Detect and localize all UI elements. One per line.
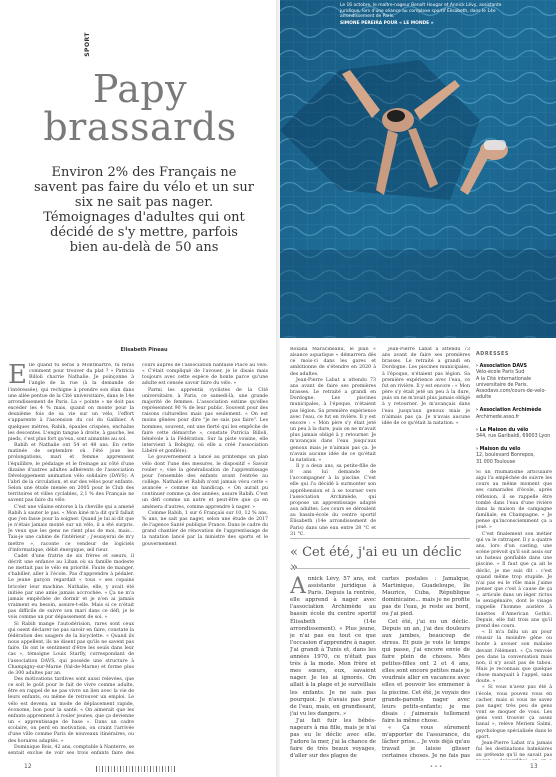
swimming-pool-image [280,0,556,338]
addresses-heading: ADRESSES [476,352,509,357]
paragraph: « Ça vous sûrement m'apporter de l'assurance, du lâcher prise... Je vois déjà qu'au travail je laisse glisser certaines choses. Je ne fais pas [382,724,470,760]
paragraph: Cet été, j'ai eu un déclic. Depuis un an, j'ai des douleurs aux jambes, beaucoup de stress. Et puis je vois le temps qui passe, j'ai encore envie de faire plein de choses. Mes petites-filles ont 2 et 4 ans, elles sont encore petites mais je voudrais aller en vacances avec elles et pouvoir les emmener à la piscine. Cet été, je voyais des grands-parents nager avec leurs petits-enfants; je me disais : j'aimerais tellement faire la même chose. [382,618,470,724]
paragraph: Si Rabih mange l'autodérision, rares sont ceux qui osent déclarer ne pas savoir en faire, constate la fédération des usagers de la bicyclette. « Quand ils nous appellent, ils ne disent pas qu'ils ne savent pas faire. Ils ont le sentiment d'être les seuls dans leur cas », témoigne Louis Starfly, correspondant de l'association DAVS, qui possède une structure à Champigny-sur-Marne (Val-de-Marne) et forme plus de 300 adultes par an. [8,621,134,676]
paragraph: nnick Lévy, 57 ans, est assistante juridique à Paris. Depuis la rentrée, elle apprend à nager avec l'association Archimède au bassin école du centre sportif Élisabeth (14e arrondissement). « Plus jeune, je n'ai pas eu tout ce que l'occasion d'apprendre à nager. J'ai grandi à Tunis et, dans les années 1970, ce n'était pas très à la mode. Mon frère et mes sœurs, eux, savaient nager. Je les ai ignorés. On allait à la plage et je surveillais les enfants. Je ne sais pas pourquoi. Je n'avais pas peur de l'eau, mais, en grandissant, j'ai vu les dangers. » [290,576,376,717]
testimony-column-1 [290,576,376,760]
pool-photo [280,0,556,338]
paragraph: C'est finalement son métier qui va le rattraper. Il y a quatre ans, lors d'un casting, une scène prévoit qu'il soit assis sur un bateau gonflable dans une piscine. « Il faut que ça ait le déclic, je me suis dit : c'est quand même trop stupide. Je n'ai pas eu le rôle mais j'aime penser que c'est à cause de ça », articule dans un léger rictus le sexagénaire, dont le visage rappelle l'homme austère à lunettes d'American Gothic. Depuis, elle fait trois ans qu'il prend des cours. [476,531,552,629]
title-line-2: brassards [43,105,237,149]
section-label: SPORT [84,32,91,57]
address-item: › La Maison du vélo 344, rue Garibaldi, 69003 Lyon [476,427,551,440]
paragraph: Rabih et Nathalie ont 54 et 48 ans. En cette matinée de septembre où l'été joue les prolongations, mari et femme apprennent l'équilibre, le pédalage et le freinage au côté d'une dizaine d'autres adultes adhérents de l'association Développement animation vélo solidaire (DAVS). A l'abri de la circulation, et sur des vélos pour enfants. Selon une étude menée en 2005 pour le Club des territoires et villes cyclables, 2,1 % des Français ne savent pas faire du vélo. [8,443,134,504]
article-lead: Environ 2% des Français ne savent pas faire du vélo et un sur six ne sait pas nager. Témoignages d'adultes qui ont décidé de s'y mettre, parfois bien au-delà de 50 ans [34,165,254,255]
paragraph: Jean-Pierre Labat a attendu 73 ans avant de faire ses premières brasses. Le retraité a grandi en Dordogne. Les piscines municipales, à l'époque, n'étaient pas légion. Sa première expérience avec l'eau, ce fut en rivière. Il y est encore : « Mon père s'y était jeté un peu à la dure, puis on ne m'avait plus jamais obligé à y retourner. Je m'avançais dans l'eau jusqu'aux genoux mais je n'aimais pas ça. Je n'avais aucune idée de ce qu'était la natation. » [290,377,376,463]
paragraph: Il y a deux ans, sa petite-fille de 8 ans lui demande de l'accompagner à la piscine. C'est elle qui l'a décidé à surmonter son appréhension et à se tourner vers l'association Archimède, qui propose un apprentissage adapté aux adultes. Les cours se déroulent au bassin-école du centre sportif Élisabeth (14e arrondissement de Paris) dans une eau entre 28 °C et 31 °C. [290,463,376,535]
footer-marks: • • • [430,764,443,770]
photo-credit: SIMONE PEREIRA POUR « LE MONDE » [340,20,434,26]
dropcap: A [290,576,306,599]
divider [290,568,470,569]
title-line-1: Papy [92,67,188,111]
paragraph: cartes postales : Jamaïque, Martinique, Guadeloupe, île Maurice, Cuba, République dominicaine... mais je ne profite pas de l'eau, je reste au bord, ou j'ai pied. [382,576,470,618]
right-page [280,0,556,777]
address-item: › Association Archimède Archimede.asso.fr [476,408,542,420]
paragraph: Jean-Pierre Labat a attendu 73 ans avant de faire ses premières brasses. Le retraité a grandi en Dordogne. Les piscines municipales, à l'époque, n'étaient pas légion. Sa première expérience avec l'eau, ce fut en rivière. Il y est encore : « Mon père s'y était jeté un peu à la dure, puis on ne m'avait plus jamais obligé à y retourner. Je m'avançais dans l'eau jusqu'aux genoux mais je n'aimais pas ça. Je n'avais aucune idée de ce qu'était la natation. » [382,347,470,426]
caption-text: Le 16 octobre, le maître-nageur Benoît Hougar et Annick Lévy, assistante juridique, lors d'une séance au complexe sportif Élisabeth, dans le 14e arrondissement de Paris. [340,3,502,20]
paragraph: « Si vous n'avez pas été à l'école, vous pouvez vous en cacher, mais si vous ne savez pas nager, très peu de gens vont se moquer de vous. Les gens vont trouver ça assez banal », relève Meriem Salmi, psychologue spécialisée dans le sport. [476,685,552,740]
article-title [20,67,260,149]
paragraph: « Il m'a fallu un an pour réussir la moindre gêne ou honte à avouer son malaise devant l'élément. « Ça renvoie peu dans la conversation mais non, il n'y avait pas de tabou. Mais je reconnais que quelque chose manquait à l'appel, sans doute. » [476,630,552,685]
article-author: Elisabeth Pineau [120,347,168,353]
paragraph: Cadet d'une fratrie de six frères et sœurs, il décrit une enfance au Liban où sa famille modeste ne mettait pas le vélo en priorité. Faute de manger, s'habiller, aller à l'école. Pas d'apprendre à pédaler. Le jeune garçon regardait « tous » ses copains bricoler leur machine. Nathalie, elle, y avait été initiée par une amie jamais accrochée. « Ça ne m'a jamais empêchée de dormir et je n'en ai jamais vraiment eu besoin, assure-t-elle. Mais si ce n'était pas difficile de suivre son mari dans ce défi, je le vois comme un pur dépassement de soi. » [8,553,134,621]
address-item: › Maison du vélo 12, boulevard Bonrepos, 31 000 Toulouse [476,447,535,465]
left-page [0,0,276,777]
paragraph: C'est une vilaine entorse à la cheville qui a amené Rabih à sauter le pas. « Mon kiné m'a dit qu'il fallait que j'en fasse pour la soigner. Quand je lui ai dit que je n'étais jamais monté sur un vélo, il a été surpris. Je veux que les gens ne rient plus de moi, mais... Tais-je une cabine de l'intérieur ; j'essayerai de m'y mettre », raconte ce vendeur de logiciels d'informatique, débit énergique, œil rieur. [8,504,134,553]
testimony-column-2 [382,576,470,760]
address-item: › Association DAVS Vélo-école Paris Sud A la Cité internationale universitaire de Paris. Assodavs.com/cours-de-velo-adulte [476,364,547,401]
page-number-left: 12 [24,763,32,770]
left-column-1 [8,363,134,756]
paragraph: Roxana Maracineanu, le plan « aisance aquatique » démarrera dès ce mois-ci dans les gares et ambitionne de s'étendre en 2020 à des adultes. [290,347,376,377]
page-number-right: 13 [530,763,538,770]
divider [290,538,470,539]
paragraph: J'ai fait fuir les bébés-nageurs à ma fille, mais je n'ai pas eu le déclic avec elle. J'adore la mer, j'ai la chance de faire de très beaux voyages, d'aller sur des plages de [290,717,376,760]
paragraph: Comme Rabih, 1 sur 6 Français sur 10, 12 % ans, % ans, ne sait pas nager, selon une étude de 2017 de l'agence Santé publique France. Dans le cadre du grand chantier de rénovation de l'apprentissage de la natation lancé par la ministre des sports et le gouvernement [142,510,268,547]
paragraph: Parmi les apprentis cyclistes de la Cité universitaire, à Paris, ce samedi-là, une grande majorité de femmes. L'association estime qu'elles représentent 90 % de leur public. Souvent pour des raisons culturelles mais pas seulement. « On est moins gênées pour dire "je ne sais pas faire". Les hommes, souvent, ont une fierté qui les empêche de faire cette démarche », constate Patricia Billoli, bénévole à la Fédération. Sur la piste voisine, elle intervient à Bobigny, où elle a créé l'association Libéré et gonflé(e). [142,387,268,455]
photo-caption [340,3,510,26]
paragraph: Si un rhumatisme articulaire aigu l'a empêchée de suivre les cours au même moment que ses camarades d'école, après réflexion, il se rappelle être tombé dans l'eau d'une rivière dans la maison de campagne familiale, en Champagne. « Je pense qu'inconsciemment ça a joué. » [476,470,552,531]
pull-quote: « Cet été, j'ai eu un déclic [290,545,462,560]
paragraph: Le gouvernement a lancé au printemps un plan vélo dont l'une des mesures, le dispositif « Savoir rouler », vise la généralisation de l'apprentissage pour l'ensemble des enfants avant l'entrée au collège. Nathalie et Rabih n'ont jamais vécu cette « avancée » comme un handicap. « On aurait pu continuer comme ça des années, assure Rabih. C'est un défi comme un autre et peut-être que ça en amènera d'autres, comme apprendre à nager. » [142,455,268,510]
right-column-3 [476,470,552,760]
paragraph: Des motivations tardives sont aussi relevées, que ce soit le goût pour le fait de vivre comme adulte, être en rappel de ne pas vivre un lien avec la vie de leurs enfants, ou même de retrouver un emploi. Le vélo est devenu un mode de déplacement rapide, économe, bon pour la santé. « On aimerait que les enfants apprennent à rouler jeunes, que ça devienne un « apprentissage de base ». Dans un cadre scolaire, on perd en motivation, on craint l'arrivée d'une ville comme Paris de nouveaux itinéraires, ou des horaires adaptés. » [8,676,134,744]
left-column-2 [142,363,268,756]
addresses-box [476,352,552,473]
right-column-2 [382,347,470,535]
paragraph: cours auprès de l'association nantaise Place au vélo. « C'était compliqué de l'avouer, je le disais mais toujours avec cette espèce de honte parce qu'une adulte est censée savoir faire du vélo. » [142,363,268,387]
right-column-1 [290,347,376,535]
paragraph: lle quand tu seras à Montmartre, tu feras comment pour trouver du plat ? » Patricia Billoli charrie Nathalie. Je poinçonne à l'angle de la rue (à la demande de l'intéressée), qui rechigne à prendre son élan dans une allée pentue de la Cité universitaire, dans le 14e arrondissement de Paris. La « pointe » ne doit pas excéder les 4 % mais, quand on monte pour la deuxième fois de sa vie sur un vélo, l'effort s'apparente à l'ascension du col du Galibier. A quelques mètres, Rabih, épaules crispées, enchaîne les descentes. L'engin tangue à droite, à gauche, les pieds, c'est plus fort qu'eux, sont aimantés au sol. [8,363,134,442]
dropcap: E [8,363,27,390]
paragraph: Jean-Pierre Labat n'a jamais fui les destinations balnéaires au prétexte qu'il ne savait pas [476,740,552,759]
color-bar [96,766,176,772]
paragraph: Dominique Bois, 42 ans, comptable à Nanterre, se sentait exclue de voir ses trois enfants faire des [8,744,134,756]
